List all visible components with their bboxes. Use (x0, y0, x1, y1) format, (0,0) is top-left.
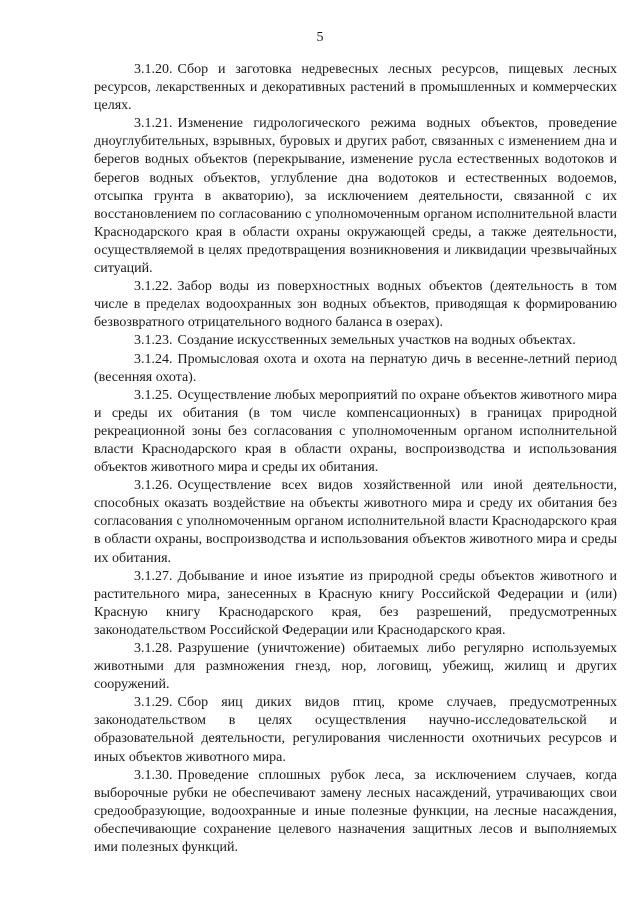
clause-number: 3.1.29. (134, 695, 173, 711)
clause-text: Сбор яиц диких видов птиц, кроме случаев, предусмотренных законодательством в целях осуществления научно-исследовательской и образовательной деятельности, регулирования численности охотничьих ресурсов и иных объектов животного мира. (94, 695, 617, 765)
clause-list (94, 61, 617, 857)
clause-3-1-26 (94, 477, 617, 567)
clause-text: Сбор и заготовка недревесных лесных ресурсов, пищевых лесных ресурсов, лекарственных и декоративных растений в промышленных и коммерческих целях. (94, 62, 617, 114)
clause-text: Добывание и иное изъятие из природной среды объектов животного и растительного мира, занесенных в Красную книгу Российской Федерации и (или) Красную книгу Краснодарского края, без разрешений, предусмотренных законодательством Российской Федерации или Краснодарского края. (94, 568, 617, 638)
clause-3-1-20 (94, 61, 617, 115)
clause-text: Создание искусственных земельных участков на водных объектах. (177, 333, 576, 349)
clause-number: 3.1.25. (134, 387, 173, 403)
clause-number: 3.1.26. (134, 478, 173, 494)
clause-text: Осуществление любых мероприятий по охране объектов животного мира и среды их обитания (в том числе компенсационных) в границах природной рекреационной зоны без согласования с уполномоченным органом исполнительной власти Краснодарского края в области охраны, воспроизводства и использования объектов животного мира и среды их обитания. (94, 387, 617, 476)
clause-text: Забор воды из поверхностных водных объектов (деятельность в том числе в пределах водоохранных зон водных объектов, приводящая к формированию безвозвратного отрицательного водного баланса в озерах). (94, 279, 617, 331)
clause-3-1-23 (94, 332, 617, 350)
clause-3-1-21 (94, 115, 617, 278)
clause-number: 3.1.27. (134, 568, 173, 584)
clause-3-1-29 (94, 694, 617, 766)
clause-number: 3.1.28. (134, 641, 173, 656)
clause-3-1-27 (94, 568, 617, 640)
clause-number: 3.1.23. (134, 333, 173, 349)
clause-number: 3.1.30. (134, 767, 173, 783)
clause-number: 3.1.22. (134, 279, 173, 295)
clause-3-1-25 (94, 387, 617, 477)
clause-3-1-22 (94, 278, 617, 332)
clause-number: 3.1.21. (134, 116, 173, 132)
clause-3-1-30 (94, 767, 617, 857)
clause-number: 3.1.24. (134, 351, 173, 367)
clause-number: 3.1.20. (134, 62, 173, 77)
clause-3-1-24 (94, 351, 617, 387)
clause-text: Осуществление всех видов хозяйственной или иной деятельности, способных оказать воздействие на объекты животного мира и среду их обитания без согласования с уполномоченным органом исполнительной власти Краснодарского края в области охраны, воспроизводства и использования объектов животного мира и среды их обитания. (94, 478, 617, 566)
clause-text: Проведение сплошных рубок леса, за исключением случаев, когда выборочные рубки не обеспечивают замену лесных насаждений, утрачивающих свои средообразующие, водоохранные и иные полезные функции, на лесные насаждения, обеспечивающие сохранение целевого назначения защитных лесов и выполняемых ими полезных функций. (94, 767, 617, 856)
clause-text: Разрушение (уничтожение) обитаемых либо регулярно используемых животными для размножения гнезд, нор, логовищ, убежищ, жилищ и других сооружений. (94, 641, 617, 693)
clause-text: Промысловая охота и охота на пернатую дичь в весенне-летний период (весенняя охота). (94, 351, 617, 385)
clause-3-1-28 (94, 640, 617, 694)
page-number: 5 (316, 30, 324, 45)
clause-text: Изменение гидрологического режима водных объектов, проведение дноуглубительных, взрывных, буровых и других работ, связанных с изменением дна и берегов водных объектов (перекрывание, изменение русла естественных водотоков и берегов водных объектов, углубление дна водотоков и естественных водоемов, отсыпка грунта в акваторию), за исключением деятельности, связанной с их восстановлением по согласованию с уполномоченным органом исполнительной власти Краснодарского края в области охраны окружающей среды, а также деятельности, осуществляемой в целях предотвращения возникновения и ликвидации чрезвычайных ситуаций. (94, 116, 617, 277)
